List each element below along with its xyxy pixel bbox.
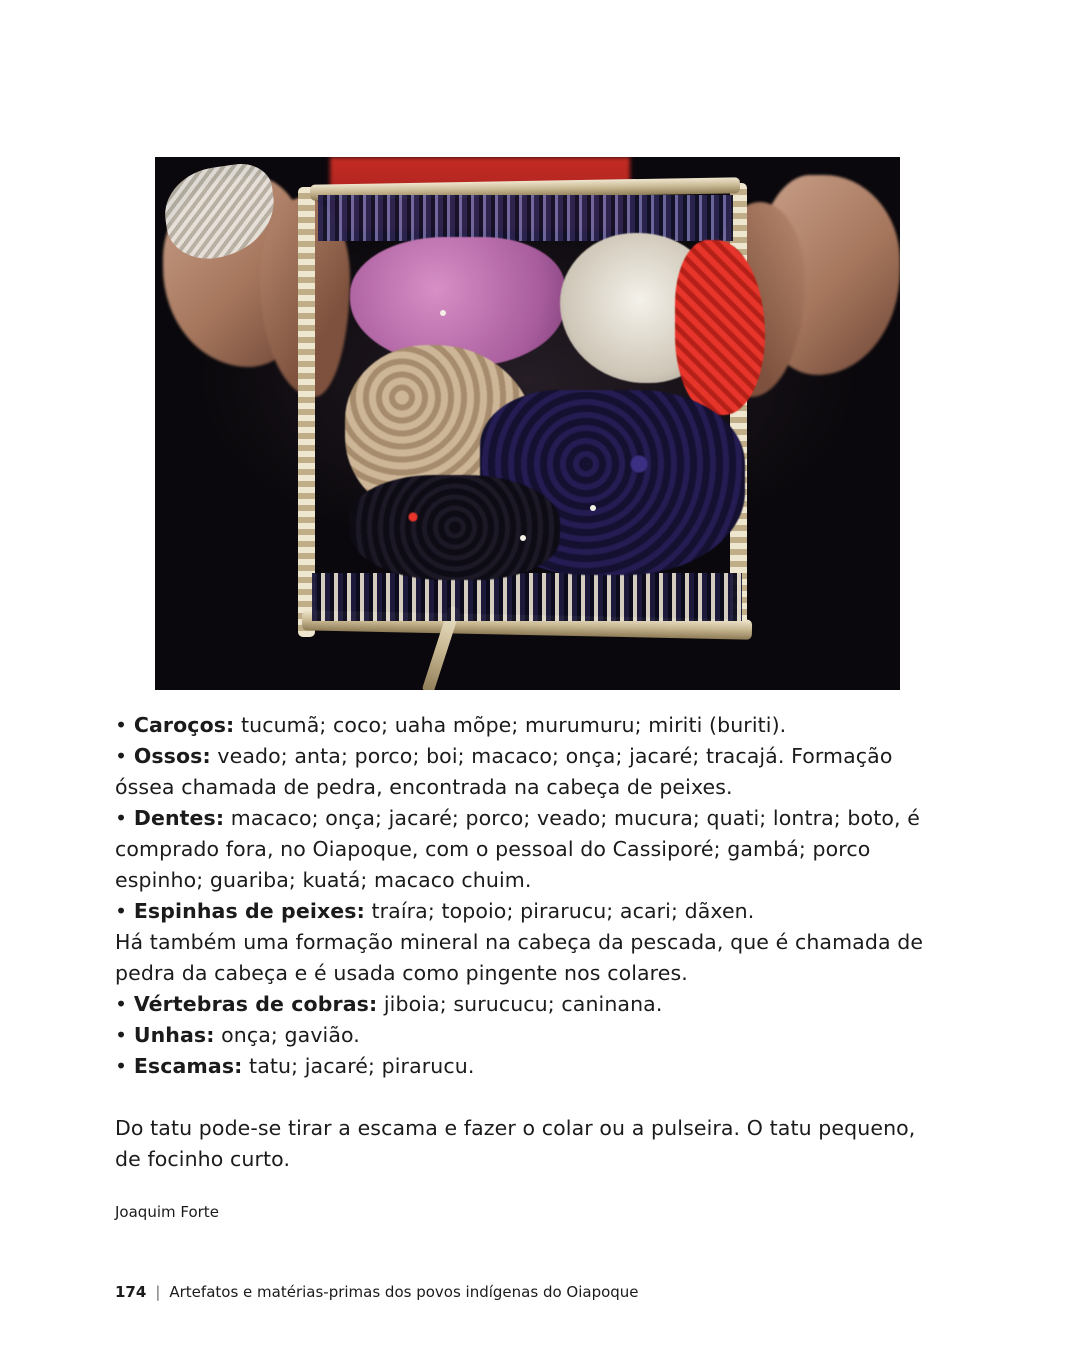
list-item-label: Vértebras de cobras: [133, 992, 378, 1016]
bullet-glyph: • [115, 899, 128, 923]
figure-photo [155, 157, 900, 690]
photo-canvas [155, 157, 900, 690]
bullet-glyph: • [115, 1054, 128, 1078]
weave-band-top [318, 195, 733, 241]
page-number: 174 [115, 1283, 147, 1301]
closing-paragraph: Do tatu pode-se tirar a escama e fazer o colar ou a pulseira. O tatu pequeno, de focinho curto. [115, 1116, 916, 1171]
list-item-label: Dentes: [133, 806, 225, 830]
list-item [115, 989, 925, 1020]
footer-book-title: Artefatos e matérias-primas dos povos indígenas do Oiapoque [169, 1283, 639, 1301]
list-item-label: Unhas: [133, 1023, 215, 1047]
list-item [115, 803, 925, 896]
bead-field-black [350, 475, 560, 580]
list-materials-part1 [115, 710, 925, 1082]
list-item-text: tucumã; coco; uaha mõpe; murumuru; miriti (buriti). [234, 713, 787, 737]
bullet-glyph: • [115, 713, 128, 737]
list-item [115, 710, 925, 741]
list-item-label: Escamas: [133, 1054, 243, 1078]
bead-speck [440, 310, 446, 316]
bullet-glyph: • [115, 806, 128, 830]
list-item-text: traíra; topoio; pirarucu; acari; dãxen. [364, 899, 755, 923]
author-credit: Joaquim Forte [115, 1203, 219, 1221]
page-body-text [115, 710, 925, 1238]
list-item-text: onça; gavião. [214, 1023, 360, 1047]
bead-speck [590, 505, 596, 511]
list-item-text: tatu; jacaré; pirarucu. [242, 1054, 475, 1078]
list-item-text: veado; anta; porco; boi; macaco; onça; jacaré; tracajá. Formação óssea chamada de pedra, encontrada na cabeça de peixes. [115, 744, 893, 799]
page-footer [115, 1283, 639, 1301]
paragraph-spacer [115, 1082, 925, 1113]
list-item-label: Espinhas de peixes: [133, 899, 365, 923]
bullet-glyph: • [115, 744, 128, 768]
list-item-label: Ossos: [133, 744, 211, 768]
list-item-text: macaco; onça; jacaré; porco; veado; mucura; quati; lontra; boto, é comprado fora, no Oiapoque, com o pessoal do Cassiporé; gambá; porco espinho; guariba; kuatá; macaco chuim. [115, 806, 920, 892]
loom-frame [290, 175, 760, 675]
bead-field-red [675, 240, 765, 415]
bullet-glyph: • [115, 992, 128, 1016]
list-item [115, 1020, 925, 1051]
list-item [115, 741, 925, 803]
list-item-label: Caroços: [133, 713, 235, 737]
list-item-text: jiboia; surucucu; caninana. [377, 992, 663, 1016]
weave-band-bottom [312, 573, 742, 621]
list-item [115, 896, 925, 927]
list-item [115, 1051, 925, 1082]
bead-speck [520, 535, 526, 541]
loom-bar-left [298, 187, 315, 637]
footer-separator: | [155, 1283, 161, 1301]
bullet-glyph: • [115, 1023, 128, 1047]
note-paragraph: Há também uma formação mineral na cabeça da pescada, que é chamada de pedra da cabeça e é usada como pingente nos colares. [115, 930, 924, 985]
